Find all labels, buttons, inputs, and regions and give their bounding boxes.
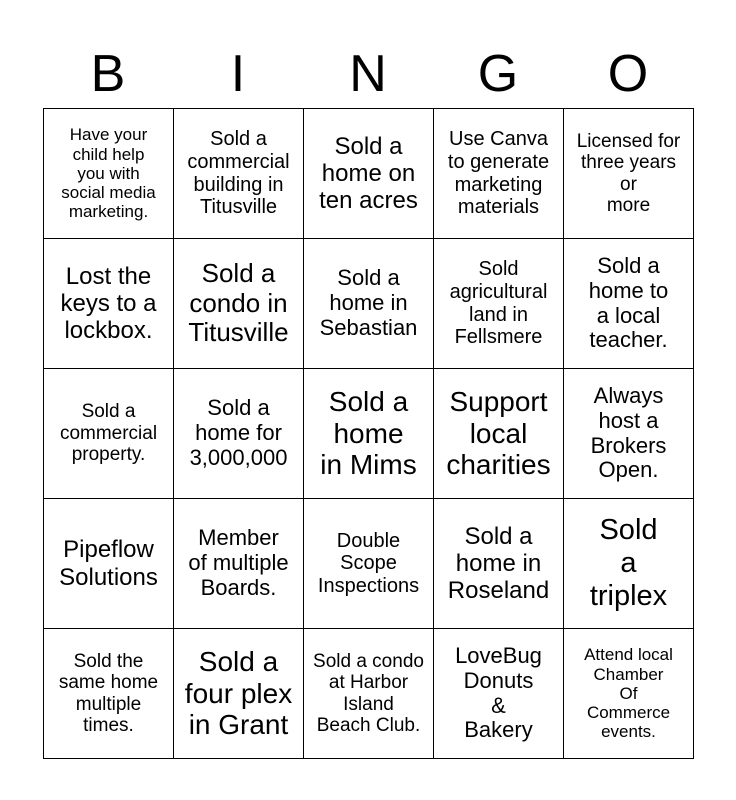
cell-text: Always host a Brokers Open. bbox=[590, 382, 667, 483]
bingo-cell[interactable] bbox=[304, 499, 434, 629]
cell-text: Sold a commercial building in Titusville bbox=[187, 128, 290, 219]
bingo-cell[interactable] bbox=[434, 239, 564, 369]
bingo-cell[interactable] bbox=[44, 499, 174, 629]
bingo-cell[interactable] bbox=[174, 239, 304, 369]
bingo-row bbox=[44, 109, 694, 239]
cell-text: Sold a home to a local teacher. bbox=[588, 252, 669, 353]
cell-text: Sold a condo in Titusville bbox=[188, 258, 289, 348]
bingo-row bbox=[44, 369, 694, 499]
bingo-cell[interactable] bbox=[174, 499, 304, 629]
header-letter-i: I bbox=[230, 45, 246, 103]
header-letter-o: O bbox=[607, 45, 649, 103]
cell-text: Sold a home in Roseland bbox=[447, 522, 550, 605]
bingo-header bbox=[43, 40, 693, 108]
bingo-cell[interactable] bbox=[304, 239, 434, 369]
bingo-cell[interactable] bbox=[564, 369, 694, 499]
cell-text: Attend local Chamber Of Commerce events. bbox=[584, 645, 673, 742]
cell-text: Sold a triplex bbox=[589, 514, 668, 612]
cell-text: Double Scope Inspections bbox=[317, 529, 420, 597]
bingo-cell[interactable] bbox=[564, 499, 694, 629]
cell-text: Support local charities bbox=[446, 386, 551, 481]
bingo-cell[interactable] bbox=[304, 109, 434, 239]
bingo-cell[interactable] bbox=[434, 369, 564, 499]
bingo-row bbox=[44, 629, 694, 759]
bingo-cell[interactable] bbox=[564, 109, 694, 239]
bingo-row bbox=[44, 239, 694, 369]
cell-text: Sold a home for 3,000,000 bbox=[189, 395, 288, 470]
cell-text: Sold agricultural land in Fellsmere bbox=[449, 258, 548, 349]
cell-text: Member of multiple Boards. bbox=[188, 525, 289, 600]
bingo-cell[interactable] bbox=[304, 369, 434, 499]
cell-text: Sold a four plex in Grant bbox=[184, 646, 293, 741]
bingo-cell[interactable] bbox=[434, 629, 564, 759]
cell-text: Sold a home in Sebastian bbox=[319, 265, 418, 340]
header-letter-n: N bbox=[349, 45, 387, 103]
bingo-cell[interactable] bbox=[174, 369, 304, 499]
cell-text: Sold a commercial property. bbox=[59, 401, 158, 466]
bingo-cell[interactable] bbox=[304, 629, 434, 759]
cell-text: Sold a home in Mims bbox=[320, 386, 417, 481]
bingo-cell[interactable] bbox=[44, 629, 174, 759]
bingo-card bbox=[43, 108, 694, 759]
bingo-cell[interactable] bbox=[44, 369, 174, 499]
bingo-cell[interactable] bbox=[564, 239, 694, 369]
header-letter-b: B bbox=[90, 45, 126, 103]
bingo-cell[interactable] bbox=[44, 239, 174, 369]
cell-text: Pipeflow Solutions bbox=[59, 536, 158, 591]
cell-text: Sold a home on ten acres bbox=[319, 132, 418, 215]
cell-text: Lost the keys to a lockbox. bbox=[60, 262, 157, 345]
cell-text: Use Canva to generate marketing materials bbox=[447, 128, 550, 219]
cell-text: Licensed for three years or more bbox=[576, 130, 681, 216]
cell-text: Sold a condo at Harbor Island Beach Club. bbox=[313, 650, 424, 736]
bingo-cell[interactable] bbox=[564, 629, 694, 759]
cell-text: Have your child help you with social media marketing. bbox=[61, 125, 156, 222]
bingo-cell[interactable] bbox=[174, 109, 304, 239]
bingo-cell[interactable] bbox=[434, 109, 564, 239]
bingo-cell[interactable] bbox=[44, 109, 174, 239]
cell-text: Sold the same home multiple times. bbox=[58, 650, 159, 736]
cell-text: LoveBug Donuts & Bakery bbox=[455, 642, 542, 743]
bingo-row bbox=[44, 499, 694, 629]
header-letter-g: G bbox=[477, 45, 519, 103]
bingo-cell[interactable] bbox=[174, 629, 304, 759]
bingo-cell[interactable] bbox=[434, 499, 564, 629]
